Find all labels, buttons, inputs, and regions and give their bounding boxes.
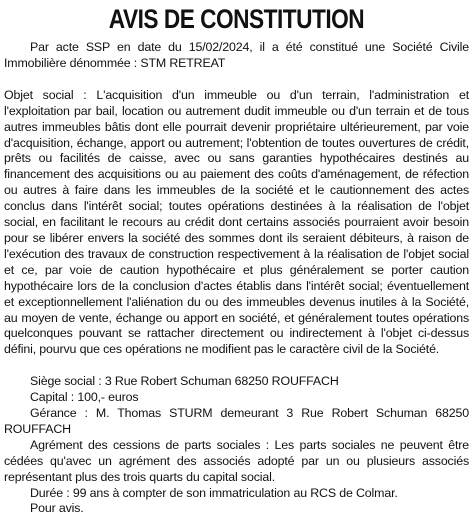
- closing-paragraph: Pour avis.: [30, 501, 84, 516]
- agrement-paragraph: Agrément des cessions de parts sociales : Les parts sociales ne peuvent être cédées qu'avec un agrément des associés adopté par un ou plusieurs associés représentant plus des trois quarts du capital social.: [4, 437, 469, 484]
- intro-paragraph: Par acte SSP en date du 15/02/2024, il a été constitué une Société Civile Immobilière dénommée : STM RETREAT: [4, 40, 469, 70]
- duree-paragraph: Durée : 99 ans à compter de son immatriculation au RCS de Colmar.: [30, 485, 398, 500]
- objet-social-paragraph: Objet social : L'acquisition d'un immeuble ou d'un terrain, l'administration et l'exploitation par bail, location ou autrement dudit immeuble ou d'un terrain et de tous autres immeubles bâtis dont elle pourrait devenir propriétaire ultérieurement, par voie d'acquisition, échange, apport ou autrement; l'obtention de toutes ouvertures de crédit, prêts ou facilités de caisse, avec ou sans garanties hypothécaires destinés au financement des acquisitions ou au paiement des coûts d'aménagement, de réfection ou autres à faire dans les immeubles de la société et le cautionnement des actes conclus dans l'intérêt social; toutes opérations destinées à la réalisation de l'objet social, en facilitant le recours au crédit dont certains associés pourraient avoir besoin pour se libérer envers la société des sommes dont ils seraient débiteurs, à raison de l'exécution des travaux de construction respectivement à la réalisation de l'objet social et ce, par voie de caution hypothécaire et plus généralement se porter caution hypothécaire lors de la conclusion d'actes établis dans l'intérêt social; éventuellement et exceptionnellement l'aliénation du ou des immeubles devenus inutiles à la Société, au moyen de vente, échange ou apport en société, et généralement toutes opérations quelconques pouvant se rattacher directement ou indirectement à l'objet ci-dessus défini, pourvu que ces opérations ne modifient pas le caractère civil de la Société.: [4, 87, 469, 357]
- siege-social-paragraph: Siège social : 3 Rue Robert Schuman 68250 ROUFFACH: [30, 374, 339, 389]
- capital-paragraph: Capital : 100,- euros: [30, 390, 139, 405]
- gerance-paragraph: Gérance : M. Thomas STURM demeurant 3 Rue Robert Schuman 68250 ROUFFACH: [4, 406, 469, 436]
- notice-title: AVIS DE CONSTITUTION: [108, 4, 365, 34]
